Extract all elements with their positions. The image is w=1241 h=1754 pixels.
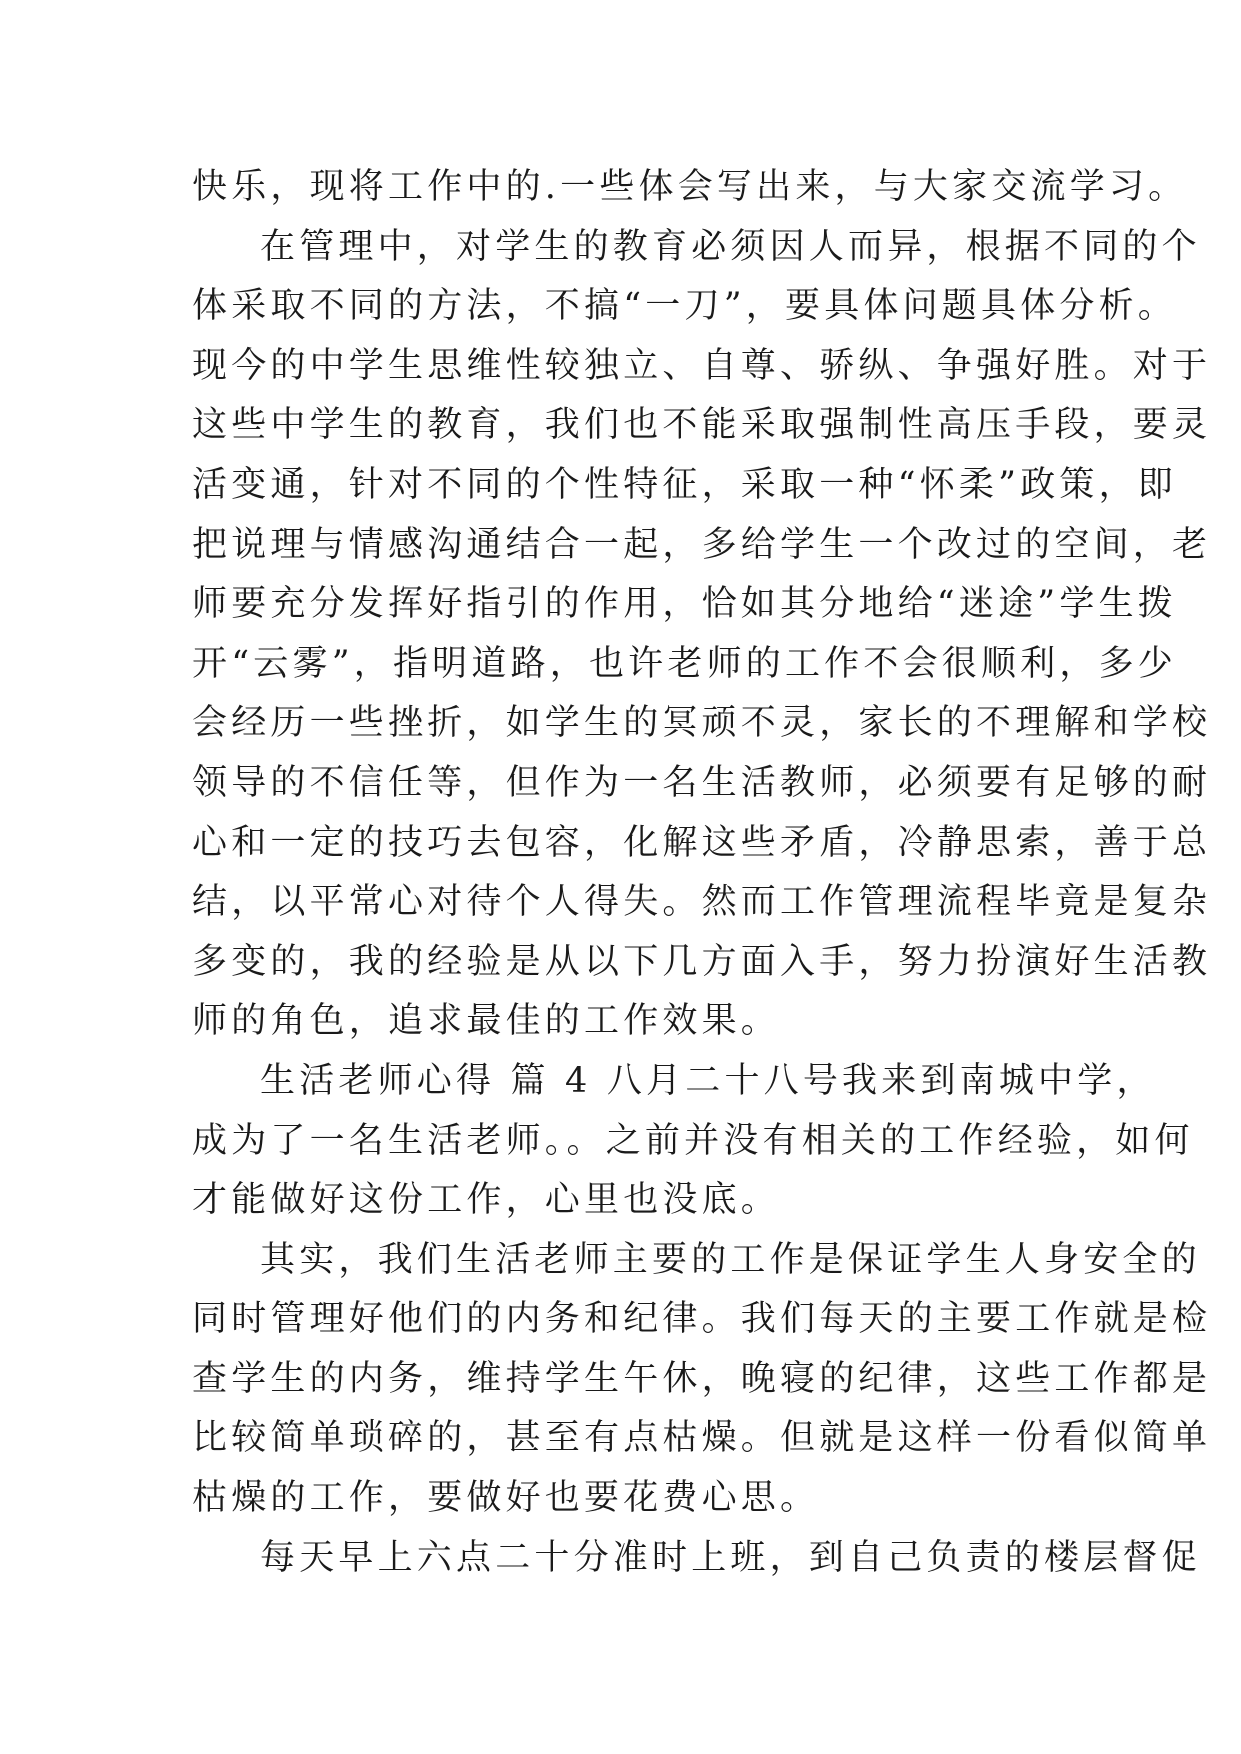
text-line: 多变的，我的经验是从以下几方面入手，努力扮演好生活教 [192, 941, 1212, 982]
text-line: 在管理中，对学生的教育必须因人而异，根据不同的个 [260, 226, 1201, 267]
text-line: 现今的中学生思维性较独立、自尊、骄纵、争强好胜。对于 [192, 345, 1212, 386]
text-line: 师要充分发挥好指引的作用，恰如其分地给“迷途”学生拨 [192, 584, 1177, 625]
text-line: 枯燥的工作，要做好也要花费心思。 [192, 1478, 820, 1519]
text-line: 快乐，现将工作中的.一些体会写出来，与大家交流学习。 [192, 167, 1188, 207]
text-line: 活变通，针对不同的个性特征，采取一种“怀柔”政策，即 [192, 464, 1177, 505]
text-line: 会经历一些挫折，如学生的冥顽不灵，家长的不理解和学校 [192, 703, 1212, 744]
text-line: 成为了一名生活老师。。之前并没有相关的工作经验，如何 [192, 1120, 1194, 1161]
text-line: 同时管理好他们的内务和纪律。我们每天的主要工作就是检 [192, 1299, 1212, 1340]
body-text [192, 158, 1212, 1588]
section-heading-line: 生活老师心得 篇 4 八月二十八号我来到南城中学， [260, 1060, 1156, 1101]
text-line: 心和一定的技巧去包容，化解这些矛盾，冷静思索，善于总 [192, 822, 1212, 863]
text-line: 开“云雾”，指明道路，也许老师的工作不会很顺利，多少 [192, 643, 1177, 684]
text-line: 结，以平常心对待个人得失。然而工作管理流程毕竟是复杂 [192, 882, 1212, 923]
text-line: 领导的不信任等，但作为一名生活教师，必须要有足够的耐 [192, 762, 1212, 803]
text-line: 查学生的内务，维持学生午休，晚寝的纪律，这些工作都是 [192, 1358, 1212, 1399]
text-line: 其实，我们生活老师主要的工作是保证学生人身安全的 [260, 1239, 1201, 1280]
text-line: 才能做好这份工作，心里也没底。 [192, 1180, 781, 1221]
text-line: 这些中学生的教育，我们也不能采取强制性高压手段，要灵 [192, 405, 1212, 446]
text-line: 体采取不同的方法，不搞“一刀”，要具体问题具体分析。 [192, 286, 1177, 327]
text-line: 每天早上六点二十分准时上班，到自己负责的楼层督促 [260, 1537, 1201, 1578]
text-line: 比较简单琐碎的，甚至有点枯燥。但就是这样一份看似简单 [192, 1418, 1212, 1459]
text-line: 师的角色，追求最佳的工作效果。 [192, 1001, 781, 1042]
text-line: 把说理与情感沟通结合一起，多给学生一个改过的空间，老 [192, 524, 1212, 565]
